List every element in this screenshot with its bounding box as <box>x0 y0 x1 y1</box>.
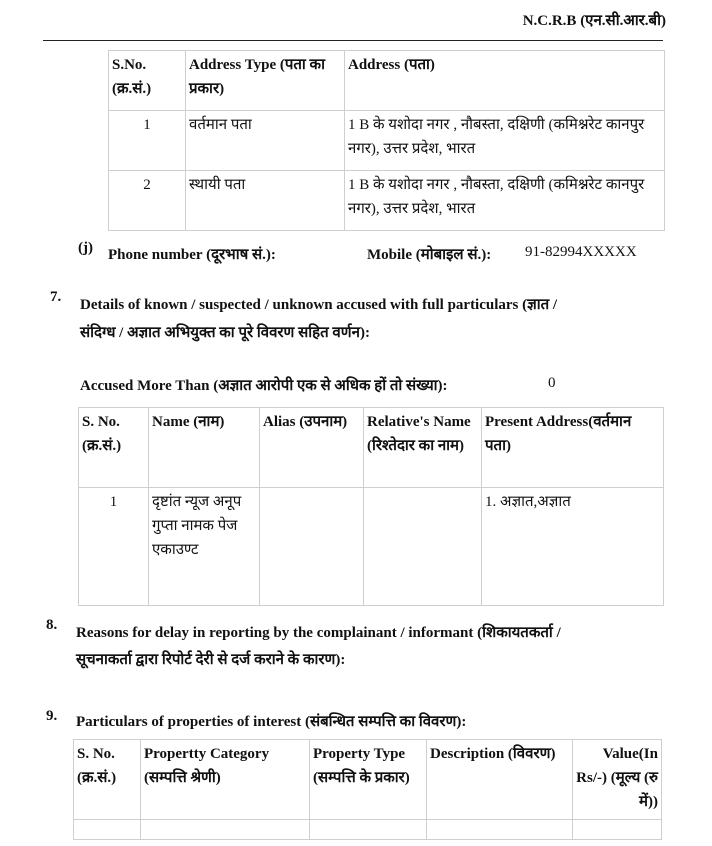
section-title: Particulars of properties of interest (संबन्धित सम्पत्ति का विवरण): <box>76 714 467 730</box>
header-present-address: Present Address(वर्तमान पता) <box>482 408 664 488</box>
cell-empty <box>427 820 573 840</box>
header-property-type: Property Type (सम्पत्ति के प्रकार) <box>310 740 427 820</box>
table-row <box>109 171 665 231</box>
cell-relative-name <box>364 488 482 606</box>
header-address-type: Address Type (पता का प्रकार) <box>186 51 345 111</box>
address-table <box>108 50 665 231</box>
cell-address-type: वर्तमान पता <box>186 111 345 171</box>
table-header-row <box>74 740 662 820</box>
section-title-line2: सूचनाकर्ता द्वारा रिपोर्ट देरी से दर्ज कराने के कारण): <box>76 652 346 668</box>
cell-address: 1 B के यशोदा नगर , नौबस्ता, दक्षिणी (कमिश्नरेट कानपुर नगर), उत्तर प्रदेश, भारत <box>345 111 665 171</box>
mobile-value: 91-82994XXXXX <box>525 244 637 260</box>
table-header-row <box>109 51 665 111</box>
section-title-line1: Reasons for delay in reporting by the complainant / informant (शिकायतकर्ता / <box>76 625 561 641</box>
mobile-label: Mobile (मोबाइल सं.): <box>367 247 492 263</box>
cell-sno: 2 <box>109 171 186 231</box>
cell-sno: 1 <box>79 488 149 606</box>
item-marker: (j) <box>78 240 93 256</box>
header-description: Description (विवरण) <box>427 740 573 820</box>
section-title-line2: संदिग्ध / अज्ञात अभियुक्त का पूरे विवरण सहित वर्णन): <box>80 325 370 341</box>
table-row <box>79 488 664 606</box>
header-value: Value(In Rs/-) (मूल्य (रु में)) <box>573 740 662 820</box>
header-property-category: Propertty Category (सम्पत्ति श्रेणी) <box>141 740 310 820</box>
cell-empty <box>573 820 662 840</box>
header-sno: S.No. (क्र.सं.) <box>109 51 186 111</box>
cell-empty <box>310 820 427 840</box>
table-row <box>74 820 662 840</box>
properties-table <box>73 739 662 840</box>
table-row <box>109 111 665 171</box>
cell-present-address: 1. अज्ञात,अज्ञात <box>482 488 664 606</box>
section-title-line1: Details of known / suspected / unknown accused with full particulars (ज्ञात / <box>80 297 558 313</box>
header-sno: S. No. (क्र.सं.) <box>74 740 141 820</box>
cell-name: दृष्टांत न्यूज अनूप गुप्ता नामक पेज एकाउण्ट <box>149 488 260 606</box>
header-name: Name (नाम) <box>149 408 260 488</box>
cell-address: 1 B के यशोदा नगर , नौबस्ता, दक्षिणी (कमिश्नरेट कानपुर नगर), उत्तर प्रदेश, भारत <box>345 171 665 231</box>
header-relative-name: Relative's Name (रिश्तेदार का नाम) <box>364 408 482 488</box>
header-alias: Alias (उपनाम) <box>260 408 364 488</box>
cell-alias <box>260 488 364 606</box>
header-sno: S. No. (क्र.सं.) <box>79 408 149 488</box>
header-address: Address (पता) <box>345 51 665 111</box>
cell-empty <box>141 820 310 840</box>
accused-count-label: Accused More Than (अज्ञात आरोपी एक से अधिक हों तो संख्या): <box>80 378 448 394</box>
table-header-row <box>79 408 664 488</box>
section-number: 9. <box>46 708 58 724</box>
phone-label: Phone number (दूरभाष सं.): <box>108 247 276 263</box>
accused-count-value: 0 <box>548 375 556 391</box>
section-number: 7. <box>50 289 62 305</box>
cell-empty <box>74 820 141 840</box>
section-number: 8. <box>46 617 58 633</box>
page-header-title: N.C.R.B (एन.सी.आर.बी) <box>522 13 666 29</box>
accused-table <box>78 407 664 606</box>
header-divider <box>43 40 663 41</box>
cell-sno: 1 <box>109 111 186 171</box>
cell-address-type: स्थायी पता <box>186 171 345 231</box>
